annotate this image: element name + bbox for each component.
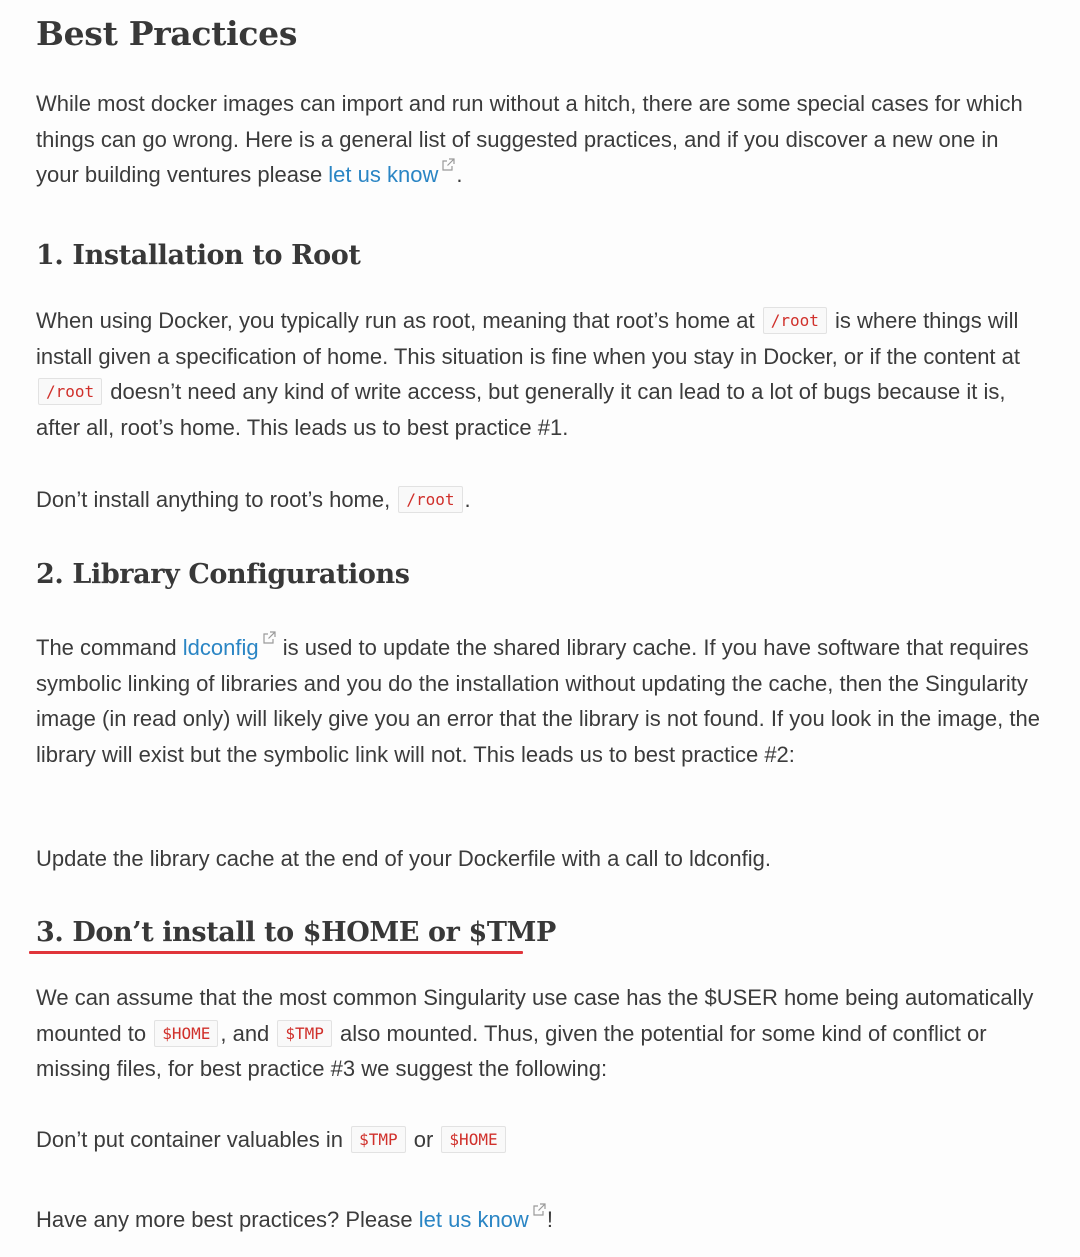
practice3-text: Don’t put container valuables in [36,1127,350,1152]
section1-text-c: doesn’t need any kind of write access, but generally it can lead to a lot of bugs because it is, after all, root’s home. This leads us to best practice #1. [36,379,1006,440]
intro-paragraph [36,86,1046,193]
section3-text-c: also mounted. Thus, given the potential for some kind of conflict or missing files, for best practice #3 we suggest the following: [36,1020,987,1081]
intro-text: While most docker images can import and run without a hitch, there are some special cases for which things can go wrong. Here is a general list of suggested practices, and if you discover a new one in your building ventures please [36,91,1023,187]
code-home: $HOME [154,1020,218,1047]
code-tmp: $TMP [277,1020,332,1047]
section1-paragraph [36,303,1046,445]
section2-paragraph [36,630,1046,772]
code-tmp: $TMP [351,1126,406,1153]
section2-text-a: The command [36,635,183,660]
highlight-underline [29,951,523,954]
external-link-icon [532,1203,546,1217]
code-root: /root [398,486,462,513]
code-root: /root [38,378,102,405]
code-root: /root [763,307,827,334]
section3-paragraph [36,980,1046,1087]
page-title: Best Practices [36,14,298,53]
code-home: $HOME [441,1126,505,1153]
ldconfig-link[interactable]: ldconfig [182,635,259,660]
practice3-or: or [407,1127,440,1152]
section1-text-b: is where things will install given a specification of home. This situation is fine when you stay in Docker, or if the content at [36,308,1021,369]
external-link-icon [262,631,276,645]
closing-text: Have any more best practices? Please [36,1207,419,1232]
section2-text-b: is used to update the shared library cache. If you have software that requires symbolic linking of libraries and you do the installation without updating the cache, then the Singularity image (in read only) will likely give you an error that the library is not found. If you look in the image, the library will exist but the symbolic link will not. This leads us to best practice #2: [36,635,1040,767]
practice1-period: . [464,487,471,512]
section1-text-a: When using Docker, you typically run as root, meaning that root’s home at [36,308,761,333]
section3-text-a: We can assume that the most common Singularity use case has the $USER home being automatically mounted to [36,985,1034,1046]
section-heading-library-configurations: 2. Library Configurations [36,559,410,590]
section3-text-b: , and [220,1020,276,1046]
section-heading-home-tmp: 3. Don’t install to $HOME or $TMP [36,917,556,948]
section-heading-installation-root: 1. Installation to Root [36,240,361,271]
intro-text-end: . [456,162,463,187]
closing-paragraph [36,1202,1046,1238]
closing-text-end: ! [546,1207,553,1232]
let-us-know-link[interactable]: let us know [328,162,439,187]
best-practice-3 [36,1122,1046,1158]
practice1-text: Don’t install anything to root’s home, [36,487,397,512]
external-link-icon [441,158,455,172]
let-us-know-link[interactable]: let us know [418,1207,529,1232]
best-practice-1 [36,482,1046,518]
best-practice-2: Update the library cache at the end of your Dockerfile with a call to ldconfig. [36,846,771,871]
